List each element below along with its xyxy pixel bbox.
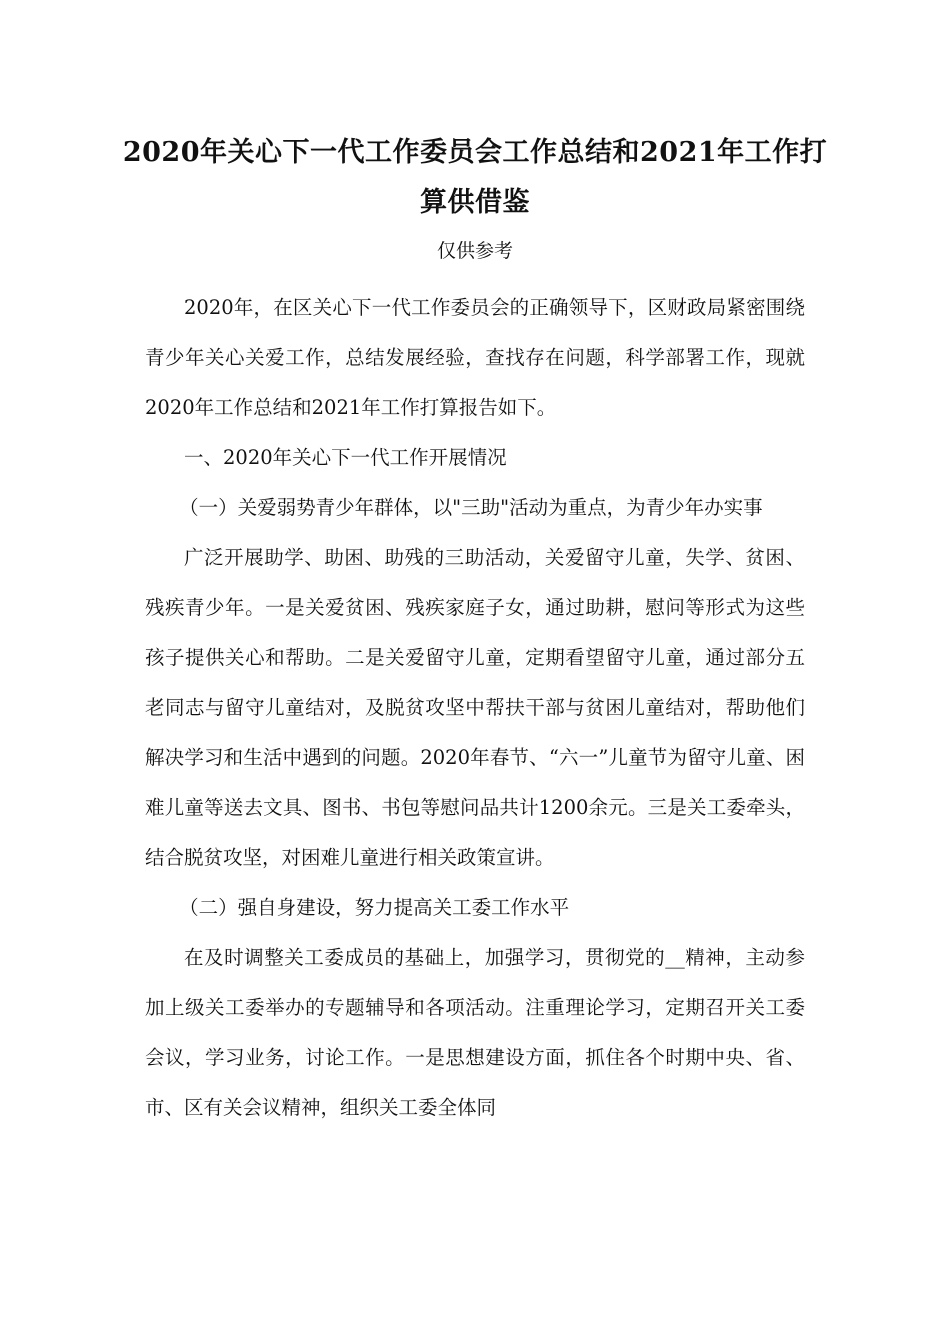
subsection-heading-1: （一）关爱弱势青少年群体，以"三助"活动为重点，为青少年办实事	[179, 496, 763, 519]
document-body	[145, 283, 805, 1133]
subsection-heading-2: （二）强自身建设，努力提高关工委工作水平	[179, 896, 570, 919]
paragraph-care-activities: 广泛开展助学、助困、助残的三助活动，关爱留守儿童，失学、贫困、残疾青少年。一是关爱贫困、残疾家庭子女，通过助耕，慰问等形式为这些孩子提供关心和帮助。二是关爱留守儿童，定期看望留守儿童，通过部分五老同志与留守儿童结对，及脱贫攻坚中帮扶干部与贫困儿童结对，帮助他们解决学习和生活中遇到的问题。2020年春节、“六一”儿童节为留守儿童、困难儿童等送去文具、图书、书包等慰问品共计1200余元。三是关工委牵头，结合脱贫攻坚，对困难儿童进行相关政策宣讲。	[145, 546, 805, 869]
paragraph-intro: 2020年，在区关心下一代工作委员会的正确领导下，区财政局紧密围绕青少年关心关爱工作，总结发展经验，查找存在问题，科学部署工作，现就2020年工作总结和2021年工作打算报告如下。	[145, 296, 805, 419]
document-subtitle: 仅供参考	[436, 240, 513, 262]
paragraph-self-building: 在及时调整关工委成员的基础上，加强学习，贯彻党的__精神，主动参加上级关工委举办的专题辅导和各项活动。注重理论学习，定期召开关工委会议，学习业务，讨论工作。一是思想建设方面，抓住各个时期中央、省、市、区有关会议精神，组织关工委全体同	[145, 946, 805, 1119]
document-title: 2020年关心下一代工作委员会工作总结和2021年工作打算供借鉴	[122, 137, 828, 218]
section-heading-1: 一、2020年关心下一代工作开展情况	[184, 446, 507, 469]
